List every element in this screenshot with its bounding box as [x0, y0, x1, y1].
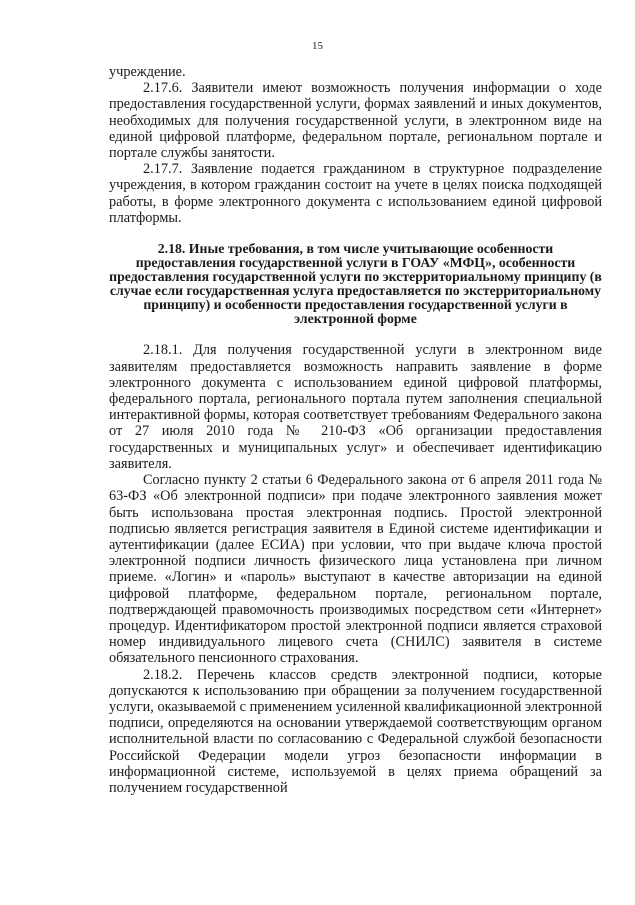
paragraph-2-18-2: 2.18.2. Перечень классов средств электронной подписи, которые допускаются к использованию при обращении за получением государственной услуги, оказываемой с применением усиленной квалификационной электронной подписи, определяются на основании утверждаемой соответствующим органом исполнительной власти по согласованию с Федеральной службой безопасности Российской Федерации модели угроз безопасности информации в информационной системе, используемой в целях приема обращений за получением государственной	[109, 666, 602, 796]
page-content	[109, 64, 602, 796]
paragraph-2-18-1: 2.18.1. Для получения государственной услуги в электронном виде заявителям предоставляется возможность направить заявление в форме электронного документа с использованием единой цифровой платформы, федерального портала, регионального портала путем заполнения специальной интерактивной формы, которая соответствует требованиям Федерального закона от 27 июля 2010 года № 210-ФЗ «Об организации предоставления государственных и муниципальных услуг» и обеспечивает идентификацию заявителя.	[109, 342, 602, 472]
paragraph-continuation: учреждение.	[109, 64, 186, 80]
paragraph-2-17-6: 2.17.6. Заявители имеют возможность получения информации о ходе предоставления государственной услуги, формах заявлений и иных документов, необходимых для получения государственной услуги, в электронном виде на единой цифровой платформе, федеральном портале, региональном портале и портале службы занятости.	[109, 80, 602, 162]
section-heading-2-18: 2.18. Иные требования, в том числе учитывающие особенности предоставления государственной услуги в ГОАУ «МФЦ», особенности предоставления государственной услуги по экстерриториальному принципу (в случае если государственная услуга предоставляется по экстерриториальному принципу) и особенности предоставления государственной услуги в электронной форме	[109, 241, 602, 326]
page-number: 15	[312, 40, 323, 52]
paragraph-electronic-signature: Согласно пункту 2 статьи 6 Федерального закона от 6 апреля 2011 года № 63-ФЗ «Об электронной подписи» при подаче электронного заявления может быть использована простая электронная подпись. Простой электронной подписью является регистрация заявителя в Единой системе идентификации и аутентификации (далее ЕСИА) при условии, что при выдаче ключа простой электронной подписи личность физического лица установлена при личном приеме. «Логин» и «пароль» выступают в качестве авторизации на единой цифровой платформе, федеральном портале, региональном портале, подтверждающей правомочность производимых посредством сети «Интернет» процедур. Идентификатором простой электронной подписи является страховой номер индивидуального лицевого счета (СНИЛС) заявителя в системе обязательного пенсионного страхования.	[109, 472, 602, 667]
paragraph-2-17-7: 2.17.7. Заявление подается гражданином в структурное подразделение учреждения, в котором гражданин состоит на учете в целях поиска подходящей работы, в форме электронного документа с использованием единой цифровой платформы.	[109, 161, 602, 226]
